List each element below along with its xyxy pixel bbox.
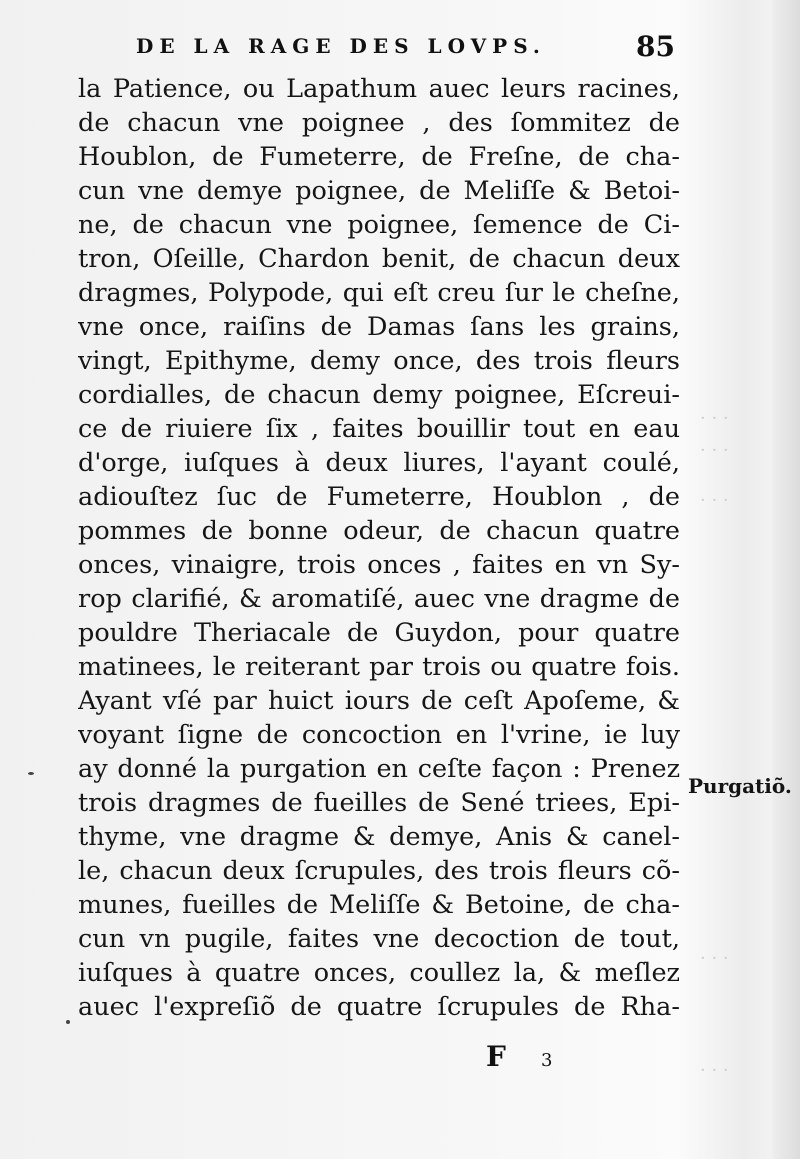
signature-mark bbox=[486, 1040, 552, 1073]
text-line: ay donné la purgation en ceſte façon : Prenez bbox=[78, 754, 680, 784]
text-line: adiouſtez ſuc de Fumeterre, Houblon , de bbox=[78, 482, 680, 512]
text-line: cordialles, de chacun demy poignee, Eſcreui- bbox=[78, 380, 680, 410]
text-line: onces, vinaigre, trois onces , faites en vn Sy- bbox=[78, 550, 680, 580]
ink-speck bbox=[28, 772, 34, 775]
text-line: voyant ſigne de concoction en l'vrine, ie luy bbox=[78, 720, 680, 750]
text-line: trois dragmes de fueilles de Sené triees, Epi- bbox=[78, 788, 680, 818]
show-through-text: · · · bbox=[700, 948, 729, 969]
page-number: 85 bbox=[636, 30, 675, 63]
text-line: Ayant vſé par huict iours de ceſt Apoſeme, & bbox=[78, 686, 680, 716]
text-line: le, chacun deux ſcrupules, des trois fleurs cõ- bbox=[78, 856, 680, 886]
running-head: DE LA RAGE DES LOVPS. bbox=[136, 34, 546, 58]
text-line: d'orge, iuſques à deux liures, l'ayant coulé, bbox=[78, 448, 680, 478]
text-line: dragmes, Polypode, qui eſt creu ſur le cheſne, bbox=[78, 278, 680, 308]
show-through-text: · · · bbox=[700, 1060, 729, 1081]
text-line: de chacun vne poignee , des ſommitez de bbox=[78, 108, 680, 138]
page-header bbox=[80, 32, 680, 68]
text-line: munes, fueilles de Meliſſe & Betoine, de cha- bbox=[78, 890, 680, 920]
text-line: iuſques à quatre onces, coullez la, & meſlez bbox=[78, 958, 680, 988]
show-through-text: · · · bbox=[700, 408, 729, 429]
marginal-note: Purgatiõ. bbox=[688, 774, 792, 798]
text-line: auec l'expreſiõ de quatre ſcrupules de Rha- bbox=[78, 992, 680, 1022]
text-line: ce de riuiere ſix , faites bouillir tout en eau bbox=[78, 414, 680, 444]
ink-speck bbox=[66, 1020, 70, 1024]
text-line: la Patience, ou Lapathum auec leurs racines, bbox=[78, 74, 680, 104]
signature-letter: F bbox=[486, 1040, 506, 1073]
text-line: pouldre Theriacale de Guydon, pour quatre bbox=[78, 618, 680, 648]
text-line: vne once, raiſins de Damas ſans les grains, bbox=[78, 312, 680, 342]
text-line: ne, de chacun vne poignee, ſemence de Ci- bbox=[78, 210, 680, 240]
text-line: cun vne demye poignee, de Meliſſe & Betoi- bbox=[78, 176, 680, 206]
show-through-text: · · · bbox=[700, 440, 729, 461]
show-through-text: · · · bbox=[700, 490, 729, 511]
text-line: tron, Oſeille, Chardon benit, de chacun deux bbox=[78, 244, 680, 274]
text-line: matinees, le reiterant par trois ou quatre fois. bbox=[78, 652, 680, 682]
body-text bbox=[78, 72, 680, 1024]
text-line: rop clarifié, & aromatiſé, auec vne dragme de bbox=[78, 584, 680, 614]
text-line: vingt, Epithyme, demy once, des trois fleurs bbox=[78, 346, 680, 376]
text-line: thyme, vne dragme & demye, Anis & canel- bbox=[78, 822, 680, 852]
signature-number: 3 bbox=[540, 1050, 553, 1071]
page-edge-shadow bbox=[772, 0, 800, 1159]
text-line: Houblon, de Fumeterre, de Freſne, de cha- bbox=[78, 142, 680, 172]
text-line: cun vn pugile, faites vne decoction de tout, bbox=[78, 924, 680, 954]
text-line: pommes de bonne odeur, de chacun quatre bbox=[78, 516, 680, 546]
